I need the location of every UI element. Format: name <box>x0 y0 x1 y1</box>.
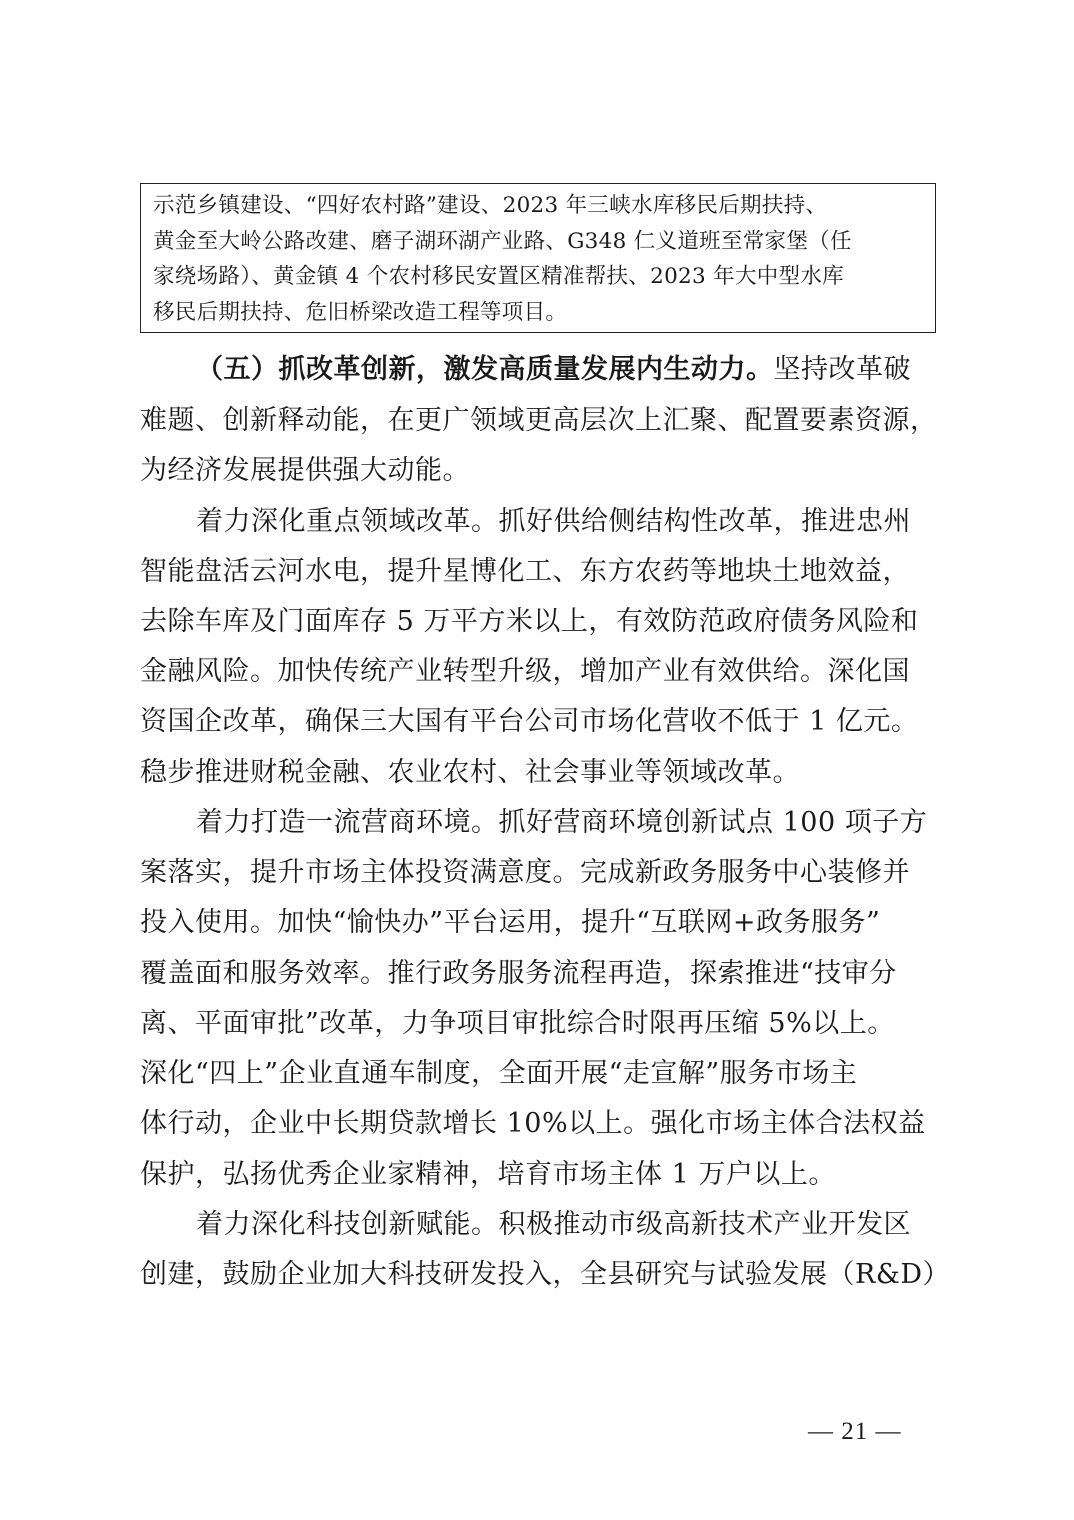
note-line: 移民后期扶持、危旧桥梁改造工程等项目。 <box>153 299 568 325</box>
note-line: 家绕场路）、黄金镇 4 个农村移民安置区精准帮扶、2023 年大中型水库 <box>153 264 844 289</box>
body-line: 为经济发展提供强大动能。 <box>140 455 470 486</box>
body-line: 着力深化重点领域改革。抓好供给侧结构性改革，推进忠州 <box>196 506 911 537</box>
body-line: 去除车库及门面库存 5 万平方米以上，有效防范政府债务风险和 <box>140 606 919 637</box>
page-number: — 21 — <box>808 1418 902 1445</box>
note-line: 示范乡镇建设、“四好农村路”建设、2023 年三峡水库移民后期扶持、 <box>153 193 828 218</box>
body-line: 案落实，提升市场主体投资满意度。完成新政务服务中心装修并 <box>140 857 910 888</box>
body-line: 保护，弘扬优秀企业家精神，培育市场主体 1 万户以上。 <box>140 1159 836 1190</box>
body-line: 体行动，企业中长期贷款增长 10%以上。强化市场主体合法权益 <box>140 1108 926 1139</box>
body-line: 金融风险。加快传统产业转型升级，增加产业有效供给。深化国 <box>140 656 910 687</box>
body-line: 着力深化科技创新赋能。积极推动市级高新技术产业开发区 <box>196 1209 911 1240</box>
body-line: 覆盖面和服务效率。推行政务服务流程再造，探索推进“技审分 <box>140 958 897 989</box>
section-heading: （五）抓改革创新，激发高质量发展内生动力。 <box>196 354 774 385</box>
note-line: 黄金至大岭公路改建、磨子湖环湖产业路、G348 仁义道班至常家堡（任 <box>153 228 852 254</box>
body-line: 创建，鼓励企业加大科技研发投入，全县研究与试验发展（R&D） <box>140 1259 951 1290</box>
body-line: 深化“四上”企业直通车制度，全面开展“走宣解”服务市场主 <box>140 1058 858 1089</box>
boxed-note <box>140 183 936 333</box>
body-line: 着力打造一流营商环境。抓好营商环境创新试点 100 项子方 <box>196 807 928 838</box>
section-heading-line <box>196 350 992 390</box>
body-line: 难题、创新释动能，在更广领域更高层次上汇聚、配置要素资源， <box>140 405 938 436</box>
body-line: 资国企改革，确保三大国有平台公司市场化营收不低于 1 亿元。 <box>140 706 919 737</box>
section-intro-text: 坚持改革破 <box>773 354 911 385</box>
body-line: 离、平面审批”改革，力争项目审批综合时限再压缩 5%以上。 <box>140 1008 895 1039</box>
body-line: 稳步推进财税金融、农业农村、社会事业等领域改革。 <box>140 757 800 788</box>
body-line: 智能盘活云河水电，提升星博化工、东方农药等地块土地效益， <box>140 556 910 587</box>
body-line: 投入使用。加快“愉快办”平台运用，提升“互联网+政务服务” <box>140 907 881 938</box>
